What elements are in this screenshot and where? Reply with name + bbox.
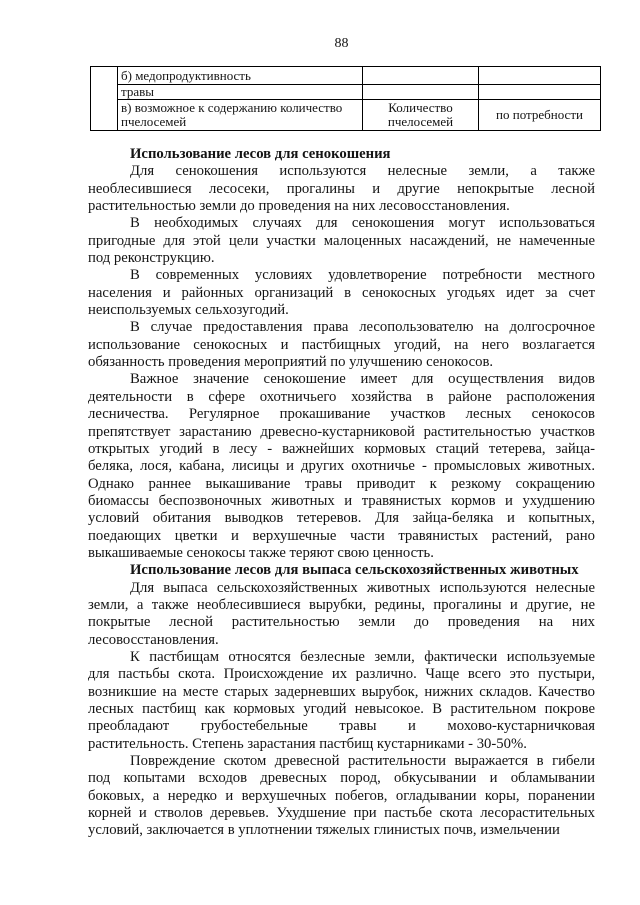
paragraph	[88, 319, 595, 371]
paragraph-line: В случае предоставления права лесопользователю на долгосрочное	[130, 319, 595, 336]
table-fragment	[90, 66, 601, 131]
paragraph-line: Однако раннее выкашивание травы приводит к резкому сокращению	[88, 475, 595, 492]
paragraph-line: неиспользуемых сельхозугодий.	[88, 302, 289, 319]
paragraph-line: лесных пастбищ как кормовых угодий невысокое. В растительном покрове	[88, 701, 595, 717]
paragraph-line: необлесившиеся лесосеки, прогалины и другие непокрытые лесной	[88, 180, 595, 197]
paragraph-line: лесовосстановления.	[88, 631, 219, 648]
paragraph-line: корней и стволов деревьев. Ухудшение при пастьбе скота лесорастительных	[88, 805, 595, 822]
paragraph-line: растительностью земли до проведения на них лесовосстановления.	[88, 198, 510, 215]
body-text	[88, 146, 595, 840]
table-cell-value	[479, 85, 601, 100]
paragraph-line: препятствует зарастанию древесно-кустарниковой растительностью участков	[88, 423, 595, 440]
table-cell-unit	[363, 85, 479, 100]
paragraph-line: К пастбищам относятся безлесные земли, фактически используемые	[130, 648, 595, 665]
paragraph-line: под реконструкцию.	[88, 250, 215, 267]
paragraph	[88, 215, 595, 267]
paragraph	[88, 753, 595, 840]
table-cell-value: по потребности	[479, 100, 601, 131]
table-cell-label: травы	[118, 85, 363, 100]
paragraph-line: Повреждение скотом древесной растительности выражается в гибели	[130, 753, 595, 770]
table-cell-label: в) возможное к содержанию количество пчелосемей	[118, 100, 363, 131]
paragraph-line: преобладают грубостебельные травы и мохово-кустарничковая	[88, 718, 595, 735]
table-cell-unit: Количество пчелосемей	[363, 100, 479, 131]
paragraph-line: поедающих цветки и верхушечные части травянистых растений, рано	[88, 527, 595, 544]
paragraph	[88, 163, 595, 215]
paragraph-line: покрытые лесной растительностью земли до проведения на них	[88, 614, 595, 631]
paragraph-line: беляка, лося, кабана, лисицы и других охотничье - промысловых животных.	[88, 458, 595, 475]
paragraph-line: растительность. Степень зарастания пастбищ кустарниками - 30-50%.	[88, 735, 527, 752]
paragraph-line: Для сенокошения используются нелесные земли, а также	[130, 163, 595, 180]
paragraph-line: земли, а также необлесившиеся вырубки, редины, прогалины и другие, не	[88, 596, 595, 613]
paragraph-line: деятельности в сфере охотничьего хозяйства в районе расположения	[88, 388, 595, 405]
table-row	[91, 85, 601, 100]
paragraph-line: для пастьбы скота. Происхождение их различно. Чаще всего это пустыри,	[88, 666, 595, 683]
paragraph-line: боковых, а нередко и верхушечных побегов, огладывании коры, поранении	[88, 787, 595, 804]
page-number: 88	[334, 36, 349, 51]
paragraph-line: В необходимых случаях для сенокошения могут использоваться	[130, 215, 595, 232]
paragraph-line: использование сенокосных и пастбищных угодий, на него возлагается	[88, 336, 595, 353]
paragraph-line: возникшие на месте старых задерневших вырубок, нижних складов. Качество	[88, 683, 595, 700]
section-heading: Использование лесов для сенокошения	[130, 146, 391, 162]
table-cell-index	[91, 67, 118, 131]
paragraph	[88, 371, 595, 562]
table-cell-unit	[363, 67, 479, 85]
paragraph-line: условий, заключается в уплотнении тяжелых глинистых почв, измельчении	[88, 822, 560, 839]
paragraph	[88, 649, 595, 753]
section-heading: Использование лесов для выпаса сельскохозяйственных животных	[130, 562, 579, 579]
paragraph-line: обязанность проведения мероприятий по улучшению сенокосов.	[88, 354, 494, 371]
table-cell-label: б) медопродуктивность	[118, 67, 363, 85]
paragraph-line: открытых угодий в лесу - важнейших кормовых стаций тетерева, зайца-	[88, 440, 595, 457]
table-row	[91, 100, 601, 131]
table-cell-value	[479, 67, 601, 85]
paragraph	[88, 267, 595, 319]
paragraph-line: В современных условиях удовлетворение потребности местного	[130, 267, 595, 284]
paragraph-line: биомассы беспозвоночных животных и травянистых кормов и ухудшению	[88, 492, 595, 509]
table-row	[91, 67, 601, 85]
paragraph-line: выкашиваемые сенокосы также теряют свою ценность.	[88, 544, 434, 561]
paragraph-line: условий обитания выводков тетеревов. Для зайца-беляка и копытных,	[88, 510, 595, 527]
paragraph-line: Важное значение сенокошение имеет для осуществления видов	[130, 371, 595, 388]
paragraph-line: населения и районных организаций в сенокосных угодьях идет за счет	[88, 284, 595, 301]
paragraph-line: под копытами всходов древесных пород, обкусывании и обламывании	[88, 770, 595, 787]
paragraph-line: пригодные для этой цели участки малоценных насаждений, не намеченные	[88, 232, 595, 249]
paragraph	[88, 580, 595, 649]
paragraph-line: лесничества. Регулярное прокашивание участков лесных сенокосов	[88, 406, 595, 423]
paragraph-line: Для выпаса сельскохозяйственных животных используются нелесные	[130, 579, 595, 596]
